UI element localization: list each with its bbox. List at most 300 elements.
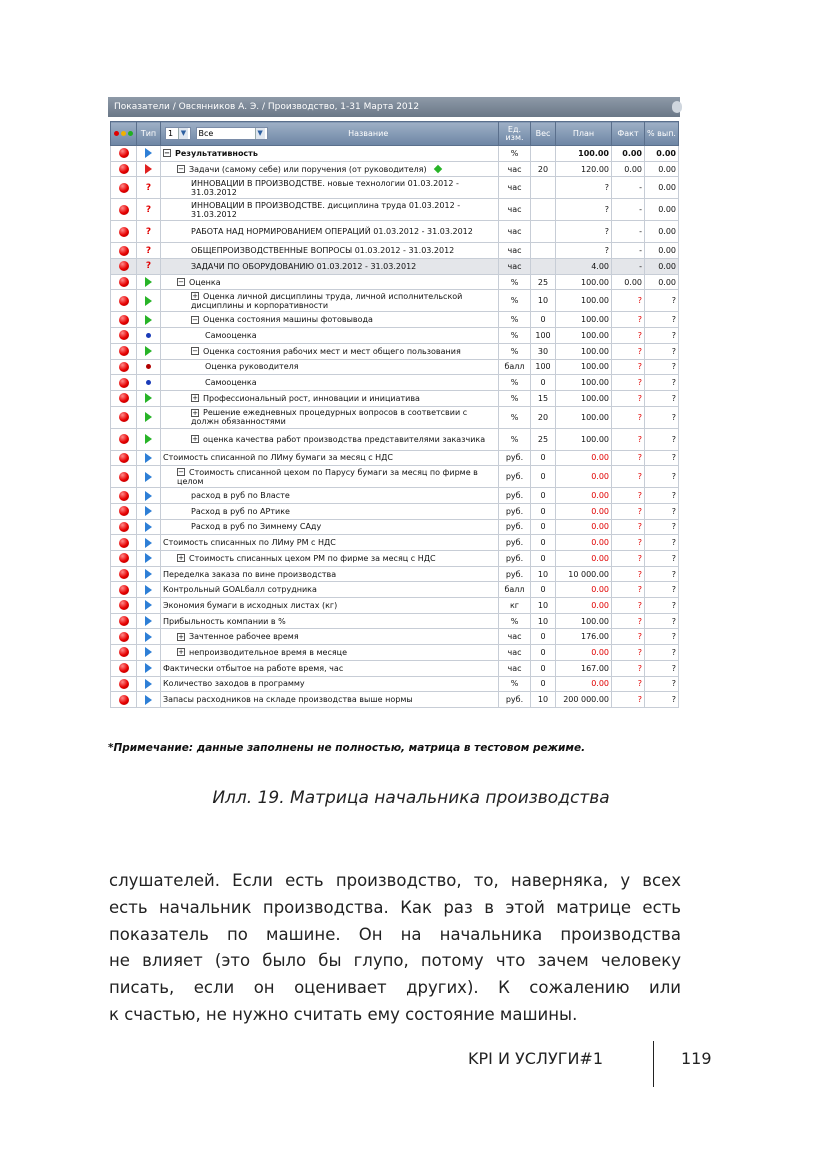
percent-header: % вып. xyxy=(645,122,679,146)
red-status-icon xyxy=(119,164,129,174)
name-cell xyxy=(161,161,499,177)
play-arrow-icon xyxy=(145,277,152,287)
kpi-name: Зачтенное рабочее время xyxy=(189,632,299,642)
type-cell xyxy=(137,259,161,275)
fact-cell: ? xyxy=(612,692,645,708)
table-row[interactable] xyxy=(111,199,679,221)
percent-cell: ? xyxy=(645,613,679,629)
collapse-icon[interactable]: − xyxy=(178,165,184,174)
plan-cell: 100.00 xyxy=(556,359,612,375)
red-status-icon xyxy=(119,679,129,689)
weight-cell: 10 xyxy=(531,290,556,312)
plan-header: План xyxy=(556,122,612,146)
type-cell xyxy=(137,243,161,259)
weight-cell: 0 xyxy=(531,676,556,692)
table-row[interactable] xyxy=(111,519,679,535)
unit-cell: % xyxy=(499,676,531,692)
status-cell xyxy=(111,177,137,199)
red-status-icon xyxy=(119,148,129,158)
unit-cell: руб. xyxy=(499,450,531,466)
expand-icon[interactable]: + xyxy=(192,435,198,444)
red-status-icon xyxy=(119,296,129,306)
kpi-name: Прибыльность компании в % xyxy=(163,616,286,626)
expand-icon[interactable]: + xyxy=(192,394,198,403)
red-status-icon xyxy=(119,522,129,532)
type-cell xyxy=(137,177,161,199)
percent-cell: ? xyxy=(645,406,679,428)
kpi-name: Переделка заказа по вине производства xyxy=(163,569,337,579)
play-arrow-icon xyxy=(145,315,152,325)
weight-cell: 10 xyxy=(531,692,556,708)
unit-cell: час xyxy=(499,221,531,243)
name-cell xyxy=(161,390,499,406)
name-cell xyxy=(161,274,499,290)
table-row[interactable] xyxy=(111,503,679,519)
play-arrow-icon xyxy=(145,522,152,532)
play-arrow-icon xyxy=(145,453,152,463)
name-cell xyxy=(161,290,499,312)
table-row[interactable] xyxy=(111,428,679,450)
table-row[interactable] xyxy=(111,582,679,598)
table-row[interactable] xyxy=(111,161,679,177)
fact-cell: ? xyxy=(612,613,645,629)
type-cell xyxy=(137,598,161,614)
name-cell xyxy=(161,535,499,551)
weight-cell: 0 xyxy=(531,645,556,661)
kpi-name: Оценка руководителя xyxy=(205,362,299,372)
unit-cell: руб. xyxy=(499,692,531,708)
plan-cell: 176.00 xyxy=(556,629,612,645)
body-line: есть начальник производства. Как раз в этой матрице есть xyxy=(109,897,681,917)
plan-cell: 0.00 xyxy=(556,450,612,466)
percent-cell: ? xyxy=(645,290,679,312)
name-cell xyxy=(161,645,499,661)
play-arrow-icon xyxy=(145,538,152,548)
status-cell xyxy=(111,274,137,290)
plan-cell: 200 000.00 xyxy=(556,692,612,708)
status-cell xyxy=(111,645,137,661)
fact-cell: ? xyxy=(612,406,645,428)
table-row[interactable] xyxy=(111,259,679,275)
unit-cell: час xyxy=(499,161,531,177)
table-row[interactable] xyxy=(111,629,679,645)
type-cell xyxy=(137,629,161,645)
name-cell xyxy=(161,243,499,259)
weight-cell: 25 xyxy=(531,274,556,290)
status-cell xyxy=(111,660,137,676)
type-cell xyxy=(137,161,161,177)
table-row[interactable] xyxy=(111,359,679,375)
table-row[interactable] xyxy=(111,146,679,162)
unit-cell: руб. xyxy=(499,566,531,582)
type-cell xyxy=(137,692,161,708)
red-status-icon xyxy=(119,315,129,325)
name-cell xyxy=(161,312,499,328)
type-cell xyxy=(137,488,161,504)
play-arrow-icon xyxy=(145,600,152,610)
percent-cell: ? xyxy=(645,645,679,661)
body-line: не влияет (это было бы глупо, потому что зачем человеку xyxy=(109,951,681,971)
kpi-name: Стоимость списанных по ЛИму РМ с НДС xyxy=(163,538,336,548)
table-row[interactable] xyxy=(111,645,679,661)
weight-cell: 0 xyxy=(531,582,556,598)
table-row[interactable] xyxy=(111,613,679,629)
plan-cell: 0.00 xyxy=(556,535,612,551)
fact-cell: 0.00 xyxy=(612,274,645,290)
unit-cell: час xyxy=(499,629,531,645)
body-line: показатель по машине. Он на начальника производства xyxy=(109,924,681,944)
table-row[interactable] xyxy=(111,243,679,259)
play-arrow-icon xyxy=(145,632,152,642)
kpi-name: Стоимость списанных цехом РМ по фирме за месяц с НДС xyxy=(189,553,436,563)
type-cell xyxy=(137,199,161,221)
percent-cell: ? xyxy=(645,503,679,519)
fact-cell: - xyxy=(612,221,645,243)
plan-cell: 100.00 xyxy=(556,613,612,629)
name-cell xyxy=(161,199,499,221)
unit-cell: руб. xyxy=(499,466,531,488)
table-row[interactable] xyxy=(111,566,679,582)
play-arrow-icon xyxy=(145,434,152,444)
plan-cell: 0.00 xyxy=(556,503,612,519)
table-note: *Примечание: данные заполнены не полностью, матрица в тестовом режиме. xyxy=(108,742,586,754)
play-arrow-icon xyxy=(145,616,152,626)
type-cell xyxy=(137,582,161,598)
plan-cell: 0.00 xyxy=(556,598,612,614)
plan-cell: 0.00 xyxy=(556,488,612,504)
unit-cell: % xyxy=(499,406,531,428)
red-status-icon xyxy=(119,453,129,463)
filter-select[interactable] xyxy=(196,127,268,140)
weight-cell: 10 xyxy=(531,566,556,582)
name-cell xyxy=(161,259,499,275)
plan-cell: 0.00 xyxy=(556,645,612,661)
red-status-icon xyxy=(119,434,129,444)
weight-cell: 0 xyxy=(531,466,556,488)
red-status-icon xyxy=(119,585,129,595)
fact-header: Факт xyxy=(612,122,645,146)
unit-cell: % xyxy=(499,290,531,312)
unit-cell: % xyxy=(499,328,531,344)
fact-cell: ? xyxy=(612,598,645,614)
fact-cell: ? xyxy=(612,503,645,519)
status-cell xyxy=(111,598,137,614)
type-cell xyxy=(137,390,161,406)
status-cell xyxy=(111,328,137,344)
table-row[interactable] xyxy=(111,221,679,243)
percent-cell: ? xyxy=(645,582,679,598)
kpi-name: оценка качества работ производства представителями заказчика xyxy=(203,434,486,444)
table-row[interactable] xyxy=(111,274,679,290)
type-cell xyxy=(137,290,161,312)
red-status-icon xyxy=(119,412,129,422)
type-cell xyxy=(137,328,161,344)
status-cell xyxy=(111,613,137,629)
fact-cell: - xyxy=(612,177,645,199)
red-status-icon xyxy=(119,616,129,626)
plan-cell: 100.00 xyxy=(556,274,612,290)
table-row[interactable] xyxy=(111,676,679,692)
status-cell xyxy=(111,243,137,259)
kpi-name: Расход в руб по АРтике xyxy=(191,506,290,516)
collapse-icon[interactable]: − xyxy=(178,278,184,287)
name-cell xyxy=(161,343,499,359)
name-cell xyxy=(161,406,499,428)
weight-cell: 0 xyxy=(531,535,556,551)
fact-cell: ? xyxy=(612,582,645,598)
weight-cell xyxy=(531,199,556,221)
unit-cell: руб. xyxy=(499,551,531,567)
plan-cell: 10 000.00 xyxy=(556,566,612,582)
red-status-icon xyxy=(119,183,129,193)
table-row[interactable] xyxy=(111,328,679,344)
weight-cell xyxy=(531,221,556,243)
unit-cell: % xyxy=(499,274,531,290)
kpi-name: Профессиональный рост, инновации и инициатива xyxy=(203,393,420,403)
red-status-icon xyxy=(119,330,129,340)
kpi-name: ИННОВАЦИИ В ПРОИЗВОДСТВЕ. дисциплина труда 01.03.2012 - 31.03.2012 xyxy=(191,200,461,219)
red-status-icon xyxy=(119,346,129,356)
body-line: писать, если он оценивает других). К сожалению или xyxy=(109,978,681,998)
plan-cell: 100.00 xyxy=(556,406,612,428)
kpi-name: Самооценка xyxy=(205,330,257,340)
status-cell xyxy=(111,390,137,406)
play-arrow-icon xyxy=(145,472,152,482)
name-cell xyxy=(161,466,499,488)
level-select-value: 1 xyxy=(168,129,174,138)
unit-cell: руб. xyxy=(499,519,531,535)
plan-cell: 100.00 xyxy=(556,343,612,359)
kpi-name: Экономия бумаги в исходных листах (кг) xyxy=(163,600,338,610)
percent-cell: 0.00 xyxy=(645,259,679,275)
red-status-icon xyxy=(119,227,129,237)
red-status-icon xyxy=(119,491,129,501)
table-row[interactable] xyxy=(111,488,679,504)
table-row[interactable] xyxy=(111,312,679,328)
fact-cell: ? xyxy=(612,450,645,466)
fact-cell: ? xyxy=(612,390,645,406)
kpi-name: Контрольный GOALбалл сотрудника xyxy=(163,585,317,595)
name-cell xyxy=(161,613,499,629)
fact-cell: ? xyxy=(612,676,645,692)
weight-cell: 0 xyxy=(531,629,556,645)
name-cell xyxy=(161,221,499,243)
weight-cell: 10 xyxy=(531,598,556,614)
fact-cell: ? xyxy=(612,629,645,645)
expand-icon[interactable]: + xyxy=(178,632,184,641)
percent-cell: ? xyxy=(645,629,679,645)
percent-cell: 0.00 xyxy=(645,274,679,290)
red-status-icon xyxy=(119,695,129,705)
status-cell xyxy=(111,161,137,177)
unit-cell: руб. xyxy=(499,535,531,551)
unit-cell: кг xyxy=(499,598,531,614)
red-status-icon xyxy=(119,205,129,215)
weight-header: Вес xyxy=(531,122,556,146)
window-knob-icon xyxy=(672,101,680,113)
table-row[interactable] xyxy=(111,406,679,428)
type-cell xyxy=(137,221,161,243)
name-cell xyxy=(161,328,499,344)
name-cell xyxy=(161,598,499,614)
type-cell xyxy=(137,566,161,582)
table-row[interactable] xyxy=(111,535,679,551)
unit-cell: балл xyxy=(499,582,531,598)
kpi-name: ЗАДАЧИ ПО ОБОРУДОВАНИЮ 01.03.2012 - 31.03.2012 xyxy=(191,261,417,271)
red-status-icon xyxy=(119,261,129,271)
red-status-icon xyxy=(119,632,129,642)
table-row[interactable] xyxy=(111,450,679,466)
fact-cell: ? xyxy=(612,328,645,344)
play-arrow-icon xyxy=(145,695,152,705)
weight-cell xyxy=(531,146,556,162)
fact-cell: ? xyxy=(612,645,645,661)
status-cell xyxy=(111,343,137,359)
red-status-icon xyxy=(119,647,129,657)
fact-cell: ? xyxy=(612,551,645,567)
percent-cell: ? xyxy=(645,375,679,391)
plan-cell: 100.00 xyxy=(556,428,612,450)
table-row[interactable] xyxy=(111,692,679,708)
expand-icon[interactable]: + xyxy=(192,292,198,301)
blue-dot-icon xyxy=(146,380,151,385)
unit-cell: % xyxy=(499,613,531,629)
matrix-grid xyxy=(110,121,678,708)
name-cell xyxy=(161,450,499,466)
weight-cell: 0 xyxy=(531,660,556,676)
chevron-down-icon: ▼ xyxy=(255,128,265,139)
collapse-icon[interactable]: − xyxy=(164,149,170,158)
name-cell xyxy=(161,551,499,567)
status-cell xyxy=(111,676,137,692)
kpi-table xyxy=(110,121,679,708)
play-arrow-icon xyxy=(145,569,152,579)
collapse-icon[interactable]: − xyxy=(178,468,184,477)
percent-cell: ? xyxy=(645,598,679,614)
unit-cell: час xyxy=(499,199,531,221)
name-cell xyxy=(161,692,499,708)
collapse-icon[interactable]: − xyxy=(192,347,198,356)
table-row[interactable] xyxy=(111,390,679,406)
red-status-icon xyxy=(119,393,129,403)
weight-cell: 15 xyxy=(531,390,556,406)
type-cell xyxy=(137,613,161,629)
type-cell xyxy=(137,343,161,359)
kpi-name: ОБЩЕПРОИЗВОДСТВЕННЫЕ ВОПРОСЫ 01.03.2012 - 31.03.2012 xyxy=(191,246,455,256)
percent-cell: 0.00 xyxy=(645,177,679,199)
status-cell xyxy=(111,450,137,466)
fact-cell: ? xyxy=(612,660,645,676)
status-cell xyxy=(111,629,137,645)
play-arrow-icon xyxy=(145,164,152,174)
percent-cell: ? xyxy=(645,328,679,344)
table-row[interactable] xyxy=(111,551,679,567)
status-cell xyxy=(111,406,137,428)
type-cell xyxy=(137,551,161,567)
percent-cell: 0.00 xyxy=(645,243,679,259)
status-cell xyxy=(111,359,137,375)
fact-cell: ? xyxy=(612,488,645,504)
kpi-name: расход в руб по Власте xyxy=(191,491,290,501)
plan-cell: 0.00 xyxy=(556,519,612,535)
table-row[interactable] xyxy=(111,177,679,199)
unit-cell: % xyxy=(499,343,531,359)
percent-cell: ? xyxy=(645,312,679,328)
red-status-icon xyxy=(119,600,129,610)
unit-cell: % xyxy=(499,390,531,406)
status-cell xyxy=(111,199,137,221)
plan-cell: ? xyxy=(556,221,612,243)
red-status-icon xyxy=(119,378,129,388)
page-number: 119 xyxy=(681,1049,712,1068)
percent-cell: ? xyxy=(645,660,679,676)
type-cell xyxy=(137,312,161,328)
type-cell xyxy=(137,519,161,535)
status-cell xyxy=(111,488,137,504)
weight-cell: 100 xyxy=(531,359,556,375)
status-cell xyxy=(111,503,137,519)
status-cell xyxy=(111,375,137,391)
table-row[interactable] xyxy=(111,375,679,391)
kpi-name: Запасы расходников на складе производства выше нормы xyxy=(163,695,413,705)
table-header-row xyxy=(111,122,679,146)
red-status-icon xyxy=(119,472,129,482)
status-cell xyxy=(111,146,137,162)
weight-cell: 0 xyxy=(531,503,556,519)
table-row[interactable] xyxy=(111,343,679,359)
fact-cell: ? xyxy=(612,290,645,312)
fact-cell: ? xyxy=(612,535,645,551)
kpi-name: Результативность xyxy=(175,148,258,158)
weight-cell: 0 xyxy=(531,450,556,466)
level-select[interactable] xyxy=(165,127,191,140)
plan-cell: 100.00 xyxy=(556,328,612,344)
table-row[interactable] xyxy=(111,660,679,676)
table-row[interactable] xyxy=(111,466,679,488)
percent-cell: ? xyxy=(645,551,679,567)
play-arrow-icon xyxy=(145,296,152,306)
kpi-name: ИННОВАЦИИ В ПРОИЗВОДСТВЕ. новые технологии 01.03.2012 - 31.03.2012 xyxy=(191,178,459,197)
unit-cell: % xyxy=(499,428,531,450)
percent-cell: 0.00 xyxy=(645,199,679,221)
status-cell xyxy=(111,259,137,275)
kpi-matrix-screenshot xyxy=(108,97,680,739)
kpi-name: Самооценка xyxy=(205,378,257,388)
name-cell xyxy=(161,488,499,504)
expand-icon[interactable]: + xyxy=(192,408,198,417)
collapse-icon[interactable]: − xyxy=(192,315,198,324)
status-dots-icon xyxy=(113,130,134,138)
table-row[interactable] xyxy=(111,598,679,614)
status-cell xyxy=(111,428,137,450)
question-icon: ? xyxy=(145,226,152,237)
kpi-name: Задачи (самому себе) или поручения (от руководителя) xyxy=(189,164,427,174)
table-row[interactable] xyxy=(111,290,679,312)
weight-cell: 30 xyxy=(531,343,556,359)
unit-cell: час xyxy=(499,660,531,676)
red-status-icon xyxy=(119,538,129,548)
name-cell xyxy=(161,629,499,645)
percent-cell: ? xyxy=(645,390,679,406)
type-cell xyxy=(137,450,161,466)
type-cell xyxy=(137,406,161,428)
plan-cell: 0.00 xyxy=(556,582,612,598)
fact-cell: ? xyxy=(612,375,645,391)
percent-cell: 0.00 xyxy=(645,146,679,162)
expand-icon[interactable]: + xyxy=(178,554,184,563)
expand-icon[interactable]: + xyxy=(178,648,184,657)
type-cell xyxy=(137,535,161,551)
